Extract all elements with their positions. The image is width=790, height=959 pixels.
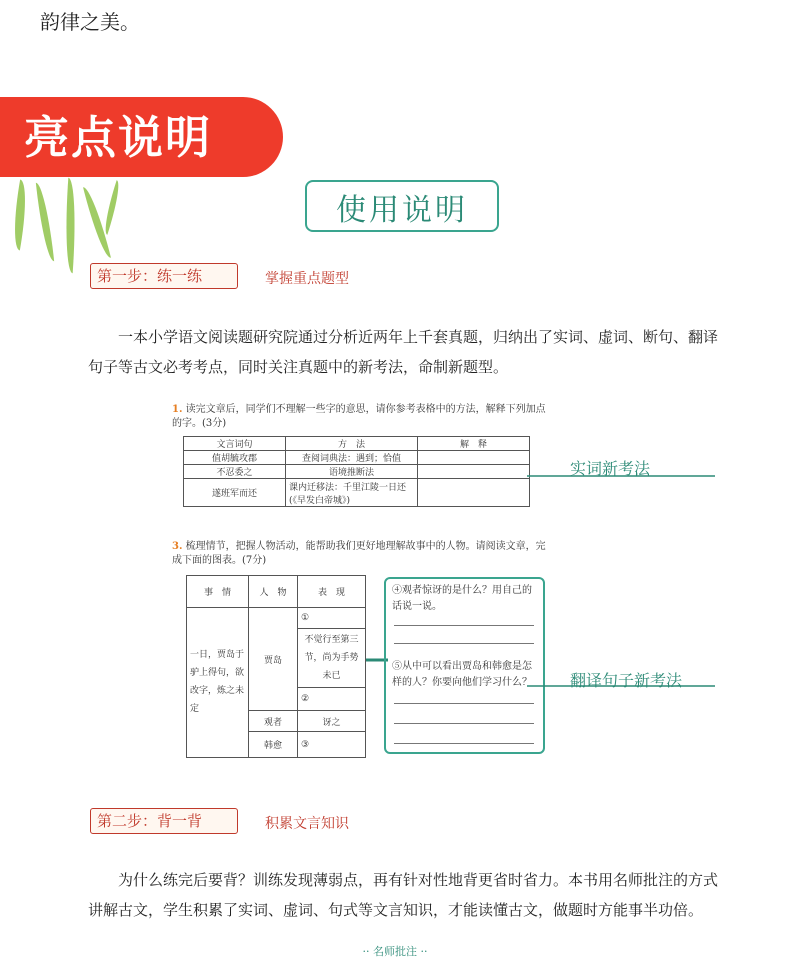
q3-num: 3. [172,541,183,552]
step2-tag: 积累文言知识 [265,816,349,832]
q1-cell [418,451,530,465]
q3-perf2: 讶之 [298,711,366,732]
q1-cell: 查阅词典法：遇到；恰值 [286,451,418,465]
q1-header-2: 解 释 [418,437,530,451]
section-title: 使用说明 [336,193,468,228]
q1-cell: 遂班军而还 [184,479,286,507]
q1-header-1: 方 法 [286,437,418,451]
q3-circle1: ① [298,607,366,628]
q3-person2: 观者 [249,711,298,732]
q3-circle2: ② [298,687,366,710]
answer-line [394,743,534,744]
q3-event: 一日，贾岛于驴上得句，欲改字，炼之未定 [187,607,249,757]
q3-header-0: 事 情 [187,576,249,608]
answer-line [394,643,534,644]
banner-title: 亮点说明 [24,111,213,164]
para2: 为什么练完后要背？训练发现薄弱点，再有针对性地背更省时省力。本书用名师批注的方式讲解古文，学生积累了实词、虚词、句式等文言知识，才能读懂古文，做题时方能事半功倍。 [88,871,719,919]
q3-callout: 翻译句子新考法 [570,671,683,690]
q1-table [183,436,530,507]
q3-circle3: ③ [298,732,366,758]
answer-line [394,625,534,626]
top-text: 韵律之美。 [40,10,140,34]
q3-box-q5: ⑤从中可以看出贾岛和韩愈是怎样的人？你要向他们学习什么？ [392,661,532,688]
q3-box-q4: ④观者惊讶的是什么？用自己的话说一说。 [392,585,532,612]
q1-cell: 语境推断法 [286,465,418,479]
q3-person3: 韩愈 [249,732,298,758]
q3-table [186,575,366,758]
q3-header-2: 表 现 [298,576,366,608]
q1-cell [418,465,530,479]
q1-cell: 值胡毓攻郡 [184,451,286,465]
step2-label: 第二步：背一背 [90,808,238,834]
q1-cell [418,479,530,507]
footer: ·· 名师批注 ·· [362,945,428,958]
q3-text [172,540,552,568]
q1-body: 读完文章后，同学们不理解一些字的意思，请你参考表格中的方法，解释下列加点的字。(3分) [172,404,546,429]
answer-line [394,723,534,724]
para1: 一本小学语文阅读题研究院通过分析近两年上千套真题，归纳出了实词、虚词、断句、翻译句子等古文必考考点，同时关注真题中的新考法，命制新题型。 [88,328,719,376]
q1-num: 1. [172,404,183,415]
answer-line [394,703,534,704]
q3-header-1: 人 物 [249,576,298,608]
q3-answer-box [384,577,545,754]
q3-body: 梳理情节，把握人物活动，能帮助我们更好地理解故事中的人物。请阅读文章，完成下面的图表。(7分) [172,541,546,566]
step1-tag: 掌握重点题型 [265,271,349,287]
q3-person1: 贾岛 [249,607,298,710]
q1-cell: 课内迁移法：千里江陵一日还(《早发白帝城》) [286,479,418,507]
q1-callout: 实词新考法 [570,459,651,478]
q1-cell: 不忍委之 [184,465,286,479]
step1-label: 第一步：练一练 [90,263,238,289]
q3-perf: 不觉行至第三节，尚为手势未已 [298,629,366,688]
q1-text [172,403,552,431]
q1-header-0: 文言词句 [184,437,286,451]
